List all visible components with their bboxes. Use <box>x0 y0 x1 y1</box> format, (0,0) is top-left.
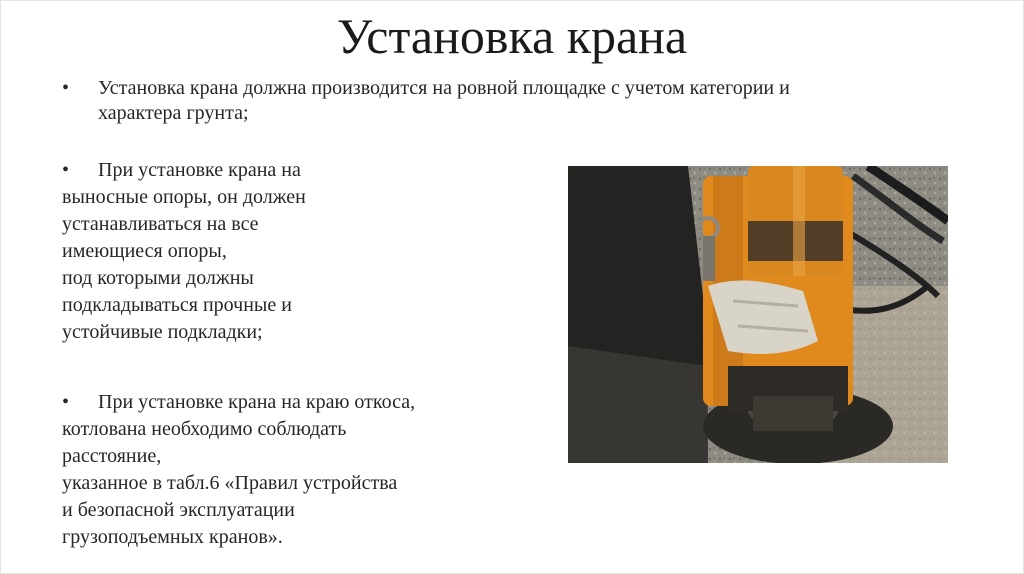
crane-shadow <box>568 346 708 463</box>
bullet-item-1 <box>62 76 962 126</box>
text-line: устойчивые подкладки; <box>62 321 263 343</box>
bullet-item-2 <box>62 158 532 348</box>
text-line: Установка крана должна производится на ровной площадке с учетом категории и <box>98 77 790 99</box>
hook-rod <box>703 236 715 281</box>
text-line: характера грунта; <box>98 102 249 124</box>
text-line: и безопасной эксплуатации <box>62 499 295 521</box>
bullet-item-3 <box>62 390 532 560</box>
bullet-marker: • <box>62 159 70 181</box>
text-line: При установке крана на краю откоса, <box>98 391 416 413</box>
text-line: выносные опоры, он должен <box>62 186 306 208</box>
crane-outrigger-photo <box>568 166 948 463</box>
text-line: подкладываться прочные и <box>62 294 292 316</box>
text-line: под которыми должны <box>62 267 254 289</box>
bullet-marker: • <box>62 77 70 99</box>
text-line: грузоподъемных кранов». <box>62 526 283 548</box>
outrigger-illustration <box>568 166 948 463</box>
bullet-marker: • <box>62 391 70 413</box>
outrigger-jack <box>753 396 833 431</box>
text-line: имеющиеся опоры, <box>62 240 227 262</box>
text-line: При установке крана на <box>98 159 301 181</box>
text-line: котлована необходимо соблюдать <box>62 418 347 440</box>
text-line: расстояние, <box>62 445 162 467</box>
cylinder-highlight <box>793 166 805 276</box>
text-line: указанное в табл.6 «Правил устройства <box>62 472 398 494</box>
slide-title: Установка крана <box>336 8 688 64</box>
text-line: устанавливаться на все <box>62 213 259 235</box>
